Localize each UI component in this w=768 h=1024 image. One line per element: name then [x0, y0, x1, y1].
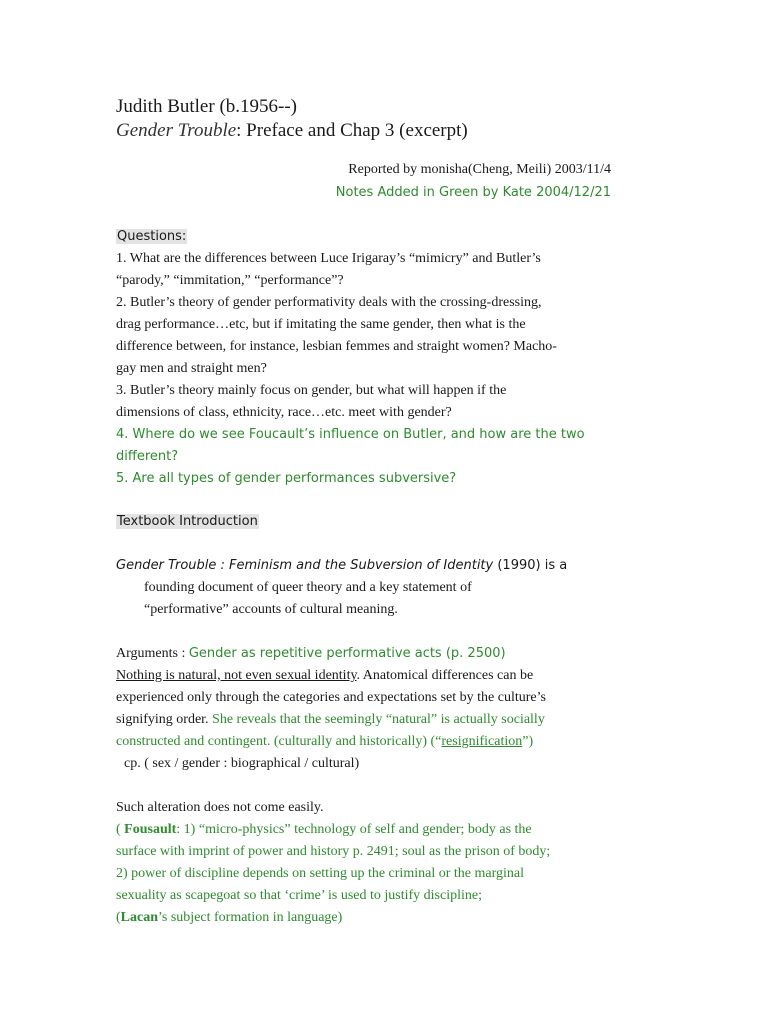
foucault-line: surface with imprint of power and history p. 2491; soul as the prison of body;: [116, 844, 551, 859]
questions-heading: Questions:: [117, 229, 187, 244]
foucault-name: Fousault: [124, 822, 177, 837]
textbook-line: founding document of queer theory and a key statement of: [144, 580, 472, 595]
question-line-green: 5. Are all types of gender performances subversive?: [116, 471, 457, 486]
question-line-green: different?: [116, 449, 179, 464]
question-line: gay men and straight men?: [116, 361, 267, 376]
foucault-line: 2) power of discipline depends on setting up the criminal or the marginal: [116, 866, 524, 881]
question-line: dimensions of class, ethnicity, race…etc. meet with gender?: [116, 405, 452, 420]
foucault-line: sexuality as scapegoat so that ‘crime’ is used to justify discipline;: [116, 888, 482, 903]
foucault-line: ( Fousault: 1) “micro-physics” technology of self and gender; body as the: [116, 822, 532, 837]
notes-line: Notes Added in Green by Kate 2004/12/21: [335, 185, 611, 200]
book-title-italic: Gender Trouble: [116, 120, 237, 141]
page-title: Judith Butler (b.1956--): [116, 96, 298, 117]
arguments-line: signifying order. She reveals that the seemingly “natural” is actually socially: [116, 712, 545, 727]
question-line: difference between, for instance, lesbian femmes and straight women? Macho-: [116, 339, 557, 354]
alteration-line: Such alteration does not come easily.: [116, 800, 324, 815]
lacan-name: Lacan: [120, 910, 159, 925]
underlined-claim: Nothing is natural, not even sexual identity: [116, 668, 357, 683]
lacan-line: (Lacan’s subject formation in language): [116, 910, 343, 925]
arguments-line: experienced only through the categories and expectations set by the culture’s: [116, 690, 546, 705]
page-subtitle: [116, 120, 468, 142]
reporter-line: Reported by monisha(Cheng, Meili) 2003/11/4: [348, 162, 611, 177]
textbook-line: “performative” accounts of cultural meaning.: [144, 602, 398, 617]
question-line: “parody,” “immitation,” “performance”?: [116, 273, 344, 288]
question-line: 1. What are the differences between Luce Irigaray’s “mimicry” and Butler’s: [116, 251, 541, 266]
arguments-line-green: constructed and contingent. (culturally and historically) (“resignification”): [116, 734, 534, 749]
resignification-term: resignification: [441, 734, 523, 749]
arguments-line: Nothing is natural, not even sexual identity. Anatomical differences can be: [116, 668, 534, 683]
question-line: 3. Butler’s theory mainly focus on gender, but what will happen if the: [116, 383, 507, 398]
question-line: drag performance…etc, but if imitating the same gender, then what is the: [116, 317, 526, 332]
textbook-heading: Textbook Introduction: [117, 514, 258, 529]
subtitle-rest: : Preface and Chap 3 (excerpt): [236, 120, 468, 141]
book-title: Gender Trouble : Feminism and the Subversion of Identity: [116, 558, 494, 573]
arguments-line: Arguments : Gender as repetitive performative acts (p. 2500): [116, 646, 506, 661]
textbook-line: Gender Trouble : Feminism and the Subversion of Identity (1990) is a: [116, 558, 568, 573]
question-line-green: 4. Where do we see Foucault’s influence on Butler, and how are the two: [116, 427, 585, 442]
question-line: 2. Butler’s theory of gender performativity deals with the crossing-dressing,: [116, 295, 542, 310]
compare-line: cp. ( sex / gender : biographical / cultural): [124, 756, 360, 771]
